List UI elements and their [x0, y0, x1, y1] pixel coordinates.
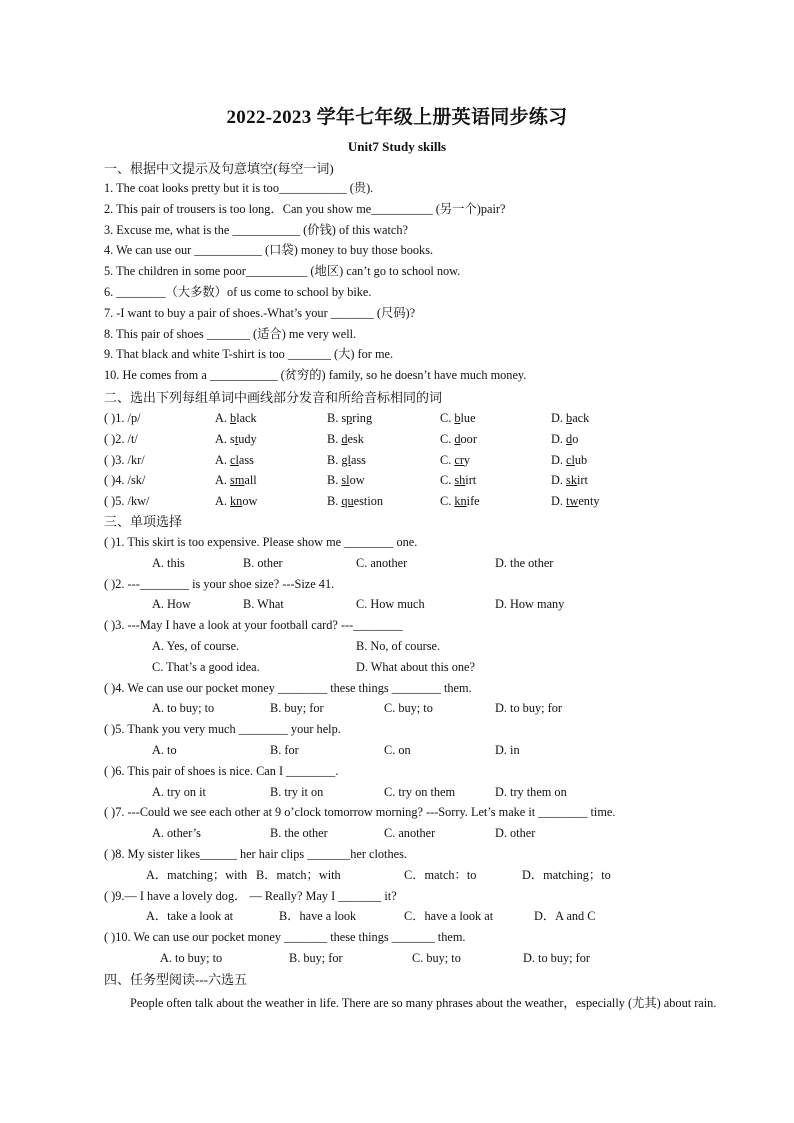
- fill-in-item: 3. Excuse me, what is the ___________ (价钱) of this watch?: [104, 222, 408, 237]
- phonetic-question: ( )3. /kr/: [104, 452, 145, 467]
- option-prefix: A.: [215, 494, 231, 509]
- phonetic-option: [551, 473, 588, 488]
- option-suffix: enty: [578, 494, 600, 509]
- section-2-heading: 二、选出下列每组单词中画线部分发音和所给音标相同的词: [104, 390, 443, 405]
- multiple-choice-question: ( )4. We can use our pocket money ________ these things ________ them.: [104, 680, 472, 695]
- phonetic-option: [440, 432, 477, 447]
- phonetic-option: [215, 453, 254, 468]
- choice-option: C．match：to: [404, 867, 477, 882]
- multiple-choice-question: ( )6. This pair of shoes is nice. Can I ________.: [104, 763, 339, 778]
- option-prefix: D.: [551, 411, 567, 425]
- underlined-letters: b: [230, 411, 237, 425]
- option-prefix: A. s: [215, 431, 235, 446]
- underlined-letters: b: [454, 411, 461, 425]
- option-suffix: ass: [350, 452, 366, 467]
- option-prefix: C.: [440, 431, 455, 446]
- choice-option: A. Yes, of course.: [152, 639, 240, 653]
- underlined-letters: cl: [566, 452, 575, 467]
- underlined-letters: d: [341, 431, 348, 446]
- choice-option: C. another: [356, 555, 408, 570]
- option-prefix: B.: [327, 473, 342, 488]
- phonetic-option: [215, 494, 257, 509]
- option-prefix: C.: [440, 473, 455, 488]
- phonetic-option: [551, 494, 600, 509]
- underlined-letters: sk: [566, 473, 577, 488]
- underlined-letters: qu: [341, 494, 354, 509]
- choice-option: D. to buy; for: [495, 701, 562, 716]
- multiple-choice-question: ( )7. ---Could we see each other at 9 o’clock tomorrow morning? ---Sorry. Let’s make it ________ time.: [104, 805, 616, 820]
- choice-option: D. to buy; for: [523, 951, 590, 965]
- phonetic-question: ( )4. /sk/: [104, 473, 146, 488]
- fill-in-item: 4. We can use our ___________ (口袋) money to buy those books.: [104, 243, 434, 258]
- multiple-choice-question: ( )9.— I have a lovely dog． — Really? May I _______ it?: [104, 888, 397, 903]
- fill-in-item: 2. This pair of trousers is too long．Can you show me__________ (另一个)pair?: [104, 201, 506, 216]
- option-prefix: B. s: [327, 411, 347, 425]
- section-1-heading: 一、根据中文提示及句意填空(每空一词): [104, 161, 334, 176]
- phonetic-option: [327, 494, 383, 509]
- phonetic-option: [327, 473, 365, 488]
- option-suffix: ack: [572, 411, 590, 425]
- choice-option: C. buy; to: [412, 951, 461, 965]
- choice-option: C. try on them: [384, 784, 456, 799]
- reading-paragraph: People often talk about the weather in life. There are so many phrases about the weather，especially (尤其) about rain.: [130, 995, 717, 1010]
- choice-option: B. No, of course.: [356, 639, 441, 653]
- choice-option: B．match；with: [256, 867, 341, 882]
- choice-option: B．have a look: [279, 909, 357, 924]
- option-prefix: B.: [327, 452, 342, 467]
- choice-option: D. How many: [495, 597, 565, 612]
- phonetic-option: [440, 473, 476, 488]
- underlined-letters: cl: [230, 452, 239, 467]
- choice-option: D．A and C: [534, 909, 596, 924]
- phonetic-option: [215, 432, 257, 447]
- underlined-letters: sl: [341, 473, 350, 488]
- underlined-letters: sm: [230, 473, 245, 488]
- option-suffix: esk: [347, 431, 364, 446]
- fill-in-item: 9. That black and white T-shirt is too _______ (大) for me.: [104, 347, 394, 362]
- phonetic-option: [440, 494, 480, 509]
- phonetic-option: [215, 473, 257, 488]
- choice-option: D. in: [495, 743, 520, 757]
- phonetic-option: [440, 453, 470, 468]
- multiple-choice-question: ( )10. We can use our pocket money _______ these things _______ them.: [104, 930, 466, 945]
- option-prefix: D.: [551, 431, 567, 446]
- option-prefix: C.: [440, 452, 455, 467]
- option-suffix: irt: [465, 473, 477, 488]
- option-suffix: o: [572, 431, 579, 446]
- choice-option: B. the other: [270, 826, 328, 841]
- phonetic-option: [551, 411, 589, 426]
- choice-option: A. try on it: [152, 784, 206, 799]
- option-prefix: B.: [327, 431, 342, 446]
- phonetic-option: [551, 432, 578, 447]
- choice-option: B. buy; for: [289, 951, 343, 965]
- option-prefix: C.: [440, 494, 455, 509]
- choice-option: D. What about this one?: [356, 659, 475, 674]
- choice-option: C．have a look at: [404, 909, 494, 924]
- choice-option: A. this: [152, 555, 185, 570]
- choice-option: A. to buy; to: [152, 701, 215, 716]
- choice-option: A. to: [152, 743, 177, 757]
- option-suffix: udy: [238, 431, 257, 446]
- underlined-letters: t: [234, 431, 239, 446]
- choice-option: B. What: [243, 597, 284, 612]
- choice-option: C. buy; to: [384, 701, 433, 716]
- fill-in-item: 1. The coat looks pretty but it is too___________ (贵).: [104, 181, 374, 195]
- phonetic-option: [215, 411, 257, 426]
- option-suffix: ub: [574, 452, 588, 467]
- choice-option: A．matching；with: [146, 867, 248, 882]
- option-prefix: A.: [215, 452, 231, 467]
- page-subtitle: Unit7 Study skills: [347, 139, 447, 154]
- choice-option: B. other: [243, 555, 283, 570]
- phonetic-option: [327, 432, 364, 447]
- choice-option: D. the other: [495, 555, 554, 570]
- page-title: 2022-2023 学年七年级上册英语同步练习: [226, 107, 568, 128]
- underlined-letters: cr: [454, 452, 464, 467]
- option-suffix: lack: [236, 411, 257, 425]
- underlined-letters: kn: [230, 494, 243, 509]
- option-prefix: A.: [215, 411, 231, 425]
- option-suffix: ow: [242, 494, 258, 509]
- choice-option: B. for: [270, 743, 299, 757]
- choice-option: D. other: [495, 826, 536, 841]
- option-prefix: D.: [551, 452, 567, 467]
- choice-option: D．matching；to: [522, 867, 611, 882]
- option-prefix: A.: [215, 473, 231, 488]
- phonetic-option: [440, 411, 476, 426]
- multiple-choice-question: ( )5. Thank you very much ________ your help.: [104, 722, 341, 737]
- choice-option: A. to buy; to: [160, 951, 223, 965]
- fill-in-item: 8. This pair of shoes _______ (适合) me very well.: [104, 326, 357, 341]
- option-suffix: ass: [238, 452, 254, 467]
- phonetic-question: ( )5. /kw/: [104, 494, 150, 509]
- fill-in-item: 5. The children in some poor__________ (地区) can’t go to school now.: [104, 264, 461, 279]
- option-prefix: C.: [440, 411, 455, 425]
- multiple-choice-question: ( )2. ---________ is your shoe size? ---Size 41.: [104, 576, 335, 591]
- section-3-heading: 三、单项选择: [104, 514, 183, 529]
- underlined-letters: tw: [566, 494, 579, 509]
- choice-option: C. another: [384, 826, 436, 841]
- phonetic-question: ( )2. /t/: [104, 431, 138, 446]
- option-suffix: ring: [352, 411, 373, 425]
- option-suffix: ife: [466, 494, 480, 509]
- choice-option: C. That’s a good idea.: [152, 659, 260, 674]
- section-4-heading: 四、任务型阅读---六选五: [104, 971, 247, 987]
- option-prefix: D.: [551, 494, 567, 509]
- choice-option: A. other’s: [152, 826, 201, 841]
- underlined-letters: p: [346, 411, 353, 425]
- phonetic-option: [551, 453, 587, 468]
- option-suffix: oor: [460, 431, 477, 446]
- fill-in-item: 6. ________（大多数）of us come to school by bike.: [104, 285, 372, 299]
- choice-option: B. try it on: [270, 784, 324, 799]
- underlined-letters: gl: [341, 452, 351, 467]
- phonetic-option: [327, 411, 372, 426]
- option-suffix: y: [463, 452, 471, 467]
- choice-option: A. How: [152, 597, 191, 612]
- choice-option: C. on: [384, 743, 411, 757]
- multiple-choice-question: ( )1. This skirt is too expensive. Please show me ________ one.: [104, 535, 418, 549]
- option-suffix: ow: [349, 473, 365, 488]
- option-suffix: irt: [576, 473, 588, 488]
- phonetic-question: ( )1. /p/: [104, 411, 141, 425]
- option-suffix: estion: [353, 494, 384, 509]
- underlined-letters: b: [566, 411, 573, 425]
- choice-option: D. try them on: [495, 784, 567, 799]
- option-prefix: B.: [327, 494, 342, 509]
- multiple-choice-question: ( )3. ---May I have a look at your football card? ---________: [104, 618, 403, 633]
- underlined-letters: d: [454, 431, 461, 446]
- fill-in-item: 10. He comes from a ___________ (贫穷的) family, so he doesn’t have much money.: [104, 368, 527, 383]
- fill-in-item: 7. -I want to buy a pair of shoes.-What’s your _______ (尺码)?: [104, 305, 416, 320]
- choice-option: B. buy; for: [270, 701, 324, 716]
- option-suffix: lue: [460, 411, 476, 425]
- option-suffix: all: [244, 473, 257, 488]
- choice-option: A．take a look at: [146, 909, 234, 924]
- phonetic-option: [327, 453, 366, 468]
- option-prefix: D.: [551, 473, 567, 488]
- choice-option: C. How much: [356, 597, 425, 612]
- underlined-letters: sh: [454, 473, 466, 488]
- multiple-choice-question: ( )8. My sister likes______ her hair clips _______her clothes.: [104, 847, 407, 861]
- underlined-letters: d: [566, 431, 573, 446]
- underlined-letters: kn: [454, 494, 467, 509]
